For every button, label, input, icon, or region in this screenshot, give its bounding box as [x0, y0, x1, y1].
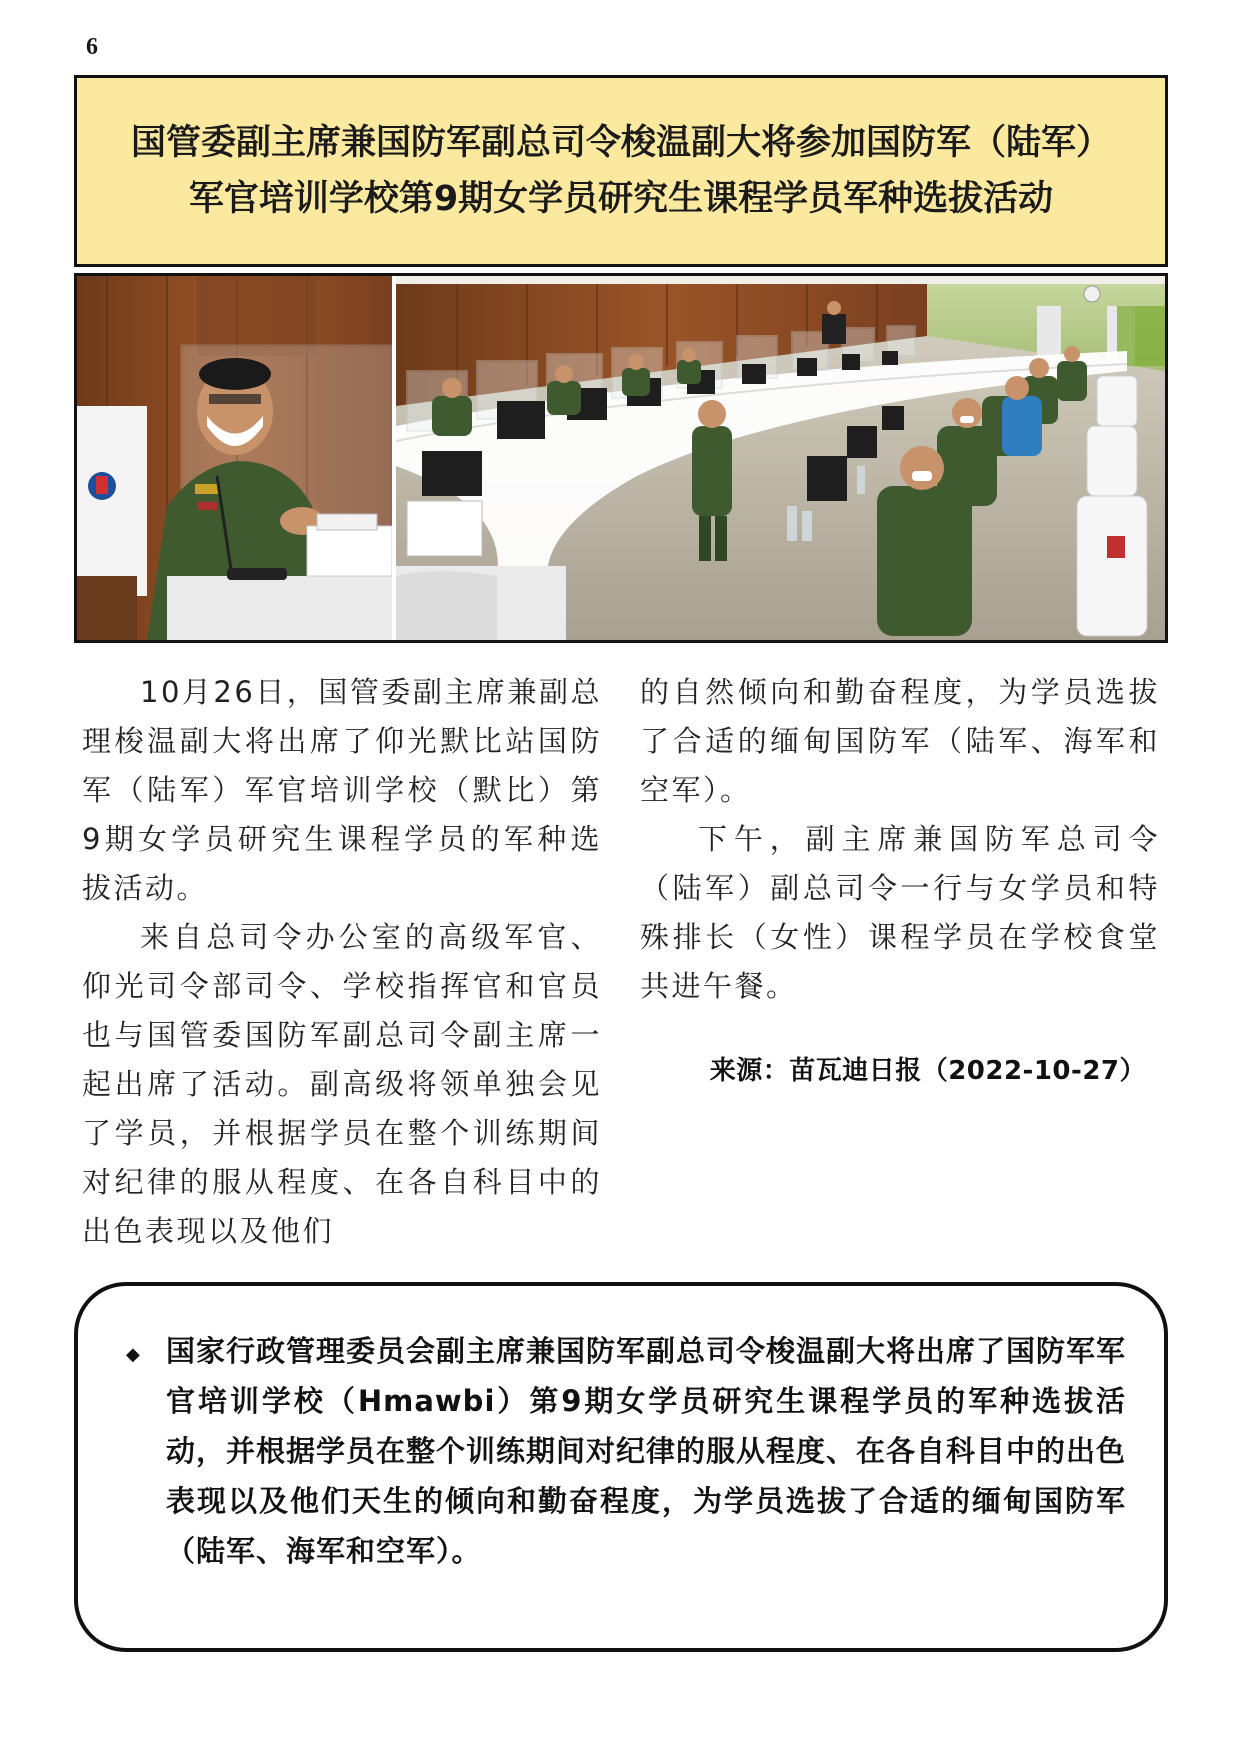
article-paragraph-2-part-1: 来自总司令办公室的高级军官、仰光司令部司令、学校指挥官和官员也与国管委国防军副总司令副主席一起出席了活动。副高级将领单独会见了学员，并根据学员在整个训练期间对纪律的服从程度、在各自科目中的出色表现以及他们: [82, 920, 602, 1248]
news-photo: [74, 273, 1168, 643]
diamond-bullet-icon: ◆: [126, 1344, 140, 1365]
headline-line-2: 军官培训学校第9期女学员研究生课程学员军种选拔活动: [188, 179, 1054, 219]
left-photo-panel: [77, 276, 392, 640]
article-column-right: [640, 668, 1160, 1096]
summary-text: 国家行政管理委员会副主席兼国防军副总司令梭温副大将出席了国防军军官培训学校（Hmawbi）第9期女学员研究生课程学员的军种选拔活动，并根据学员在整个训练期间对纪律的服从程度、在各自科目中的出色表现以及他们天生的倾向和勤奋程度，为学员选拔了合适的缅甸国防军（陆军、海军和空军）。: [166, 1334, 1127, 1568]
article-paragraph-1: 10月26日，国管委副主席兼副总理梭温副大将出席了仰光默比站国防军（陆军）军官培训学校（默比）第9期女学员研究生课程学员的军种选拔活动。: [82, 675, 602, 905]
article-column-left: [82, 668, 602, 1256]
article-source: 来源：苗瓦迪日报（2022-10-27）: [709, 1056, 1146, 1086]
headline-line-1: 国管委副主席兼国防军副总司令梭温副大将参加国防军（陆军）: [130, 123, 1111, 163]
headline-box: [74, 75, 1168, 267]
summary-box: [74, 1282, 1168, 1652]
meeting-photo-illustration: [77, 276, 1165, 640]
article-paragraph-3: 下午，副主席兼国防军总司令（陆军）副总司令一行与女学员和特殊排长（女性）课程学员在学校食堂共进午餐。: [640, 822, 1160, 1003]
right-photo-panel: [396, 276, 1165, 640]
summary-item: [126, 1326, 1126, 1576]
article-paragraph-2-part-2: 的自然倾向和勤奋程度，为学员选拔了合适的缅甸国防军（陆军、海军和空军）。: [640, 675, 1160, 807]
page-number: 6: [86, 34, 98, 60]
